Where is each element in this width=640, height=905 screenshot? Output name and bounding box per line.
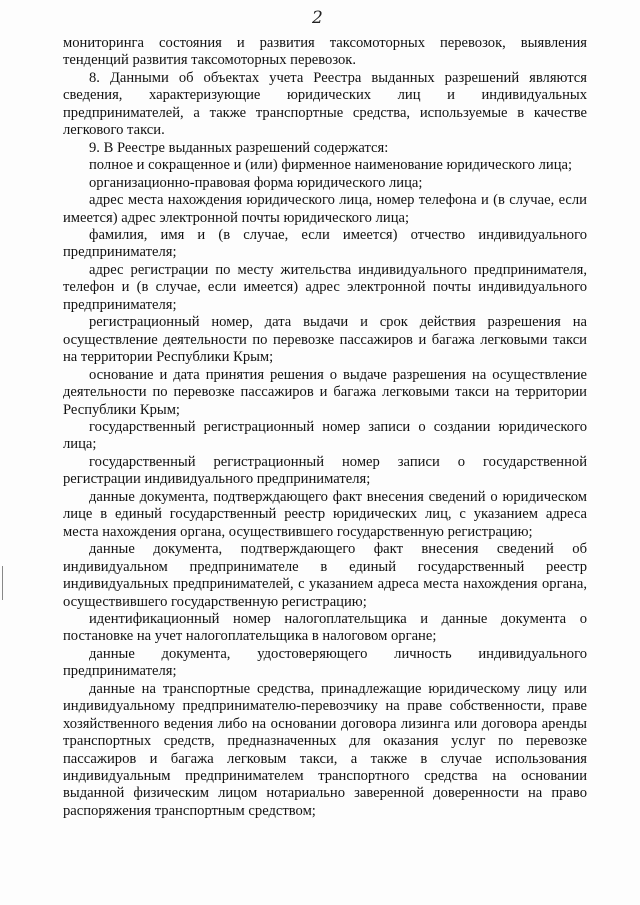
- list-item: данные документа, подтверждающего факт внесения сведений об индивидуальном предпринимателе в единый государственный реестр индивидуальных предпринимателей, с указанием адреса места нахождения органа, осуществившего государственную регистрацию;: [63, 541, 587, 610]
- list-item: адрес регистрации по месту жительства индивидуального предпринимателя, телефон и (в случае, если имеется) адрес электронной почты индивидуального предпринимателя;: [63, 261, 587, 313]
- list-item: данные на транспортные средства, принадлежащие юридическому лицу или индивидуальному предпринимателю-перевозчику на праве собственности, праве хозяйственного ведения либо на основании договора лизинга или договора аренды транспортных средств, предназначенных для оказания услуг по перевозке пассажиров и багажа легковым такси, а также в случае использования индивидуальным предпринимателем транспортного средства на основании выданной физическим лицом нотариально заверенной доверенности на право распоряжения транспортным средством;: [63, 680, 587, 819]
- list-item: регистрационный номер, дата выдачи и срок действия разрешения на осуществление деятельности по перевозке пассажиров и багажа легковыми такси на территории Республики Крым;: [63, 314, 587, 366]
- document-body: [63, 35, 587, 820]
- list-item: фамилия, имя и (в случае, если имеется) отчество индивидуального предпринимателя;: [63, 226, 587, 261]
- list-item: организационно-правовая форма юридического лица;: [89, 174, 423, 191]
- scan-edge-mark: [2, 566, 3, 600]
- list-item: идентификационный номер налогоплательщика и данные документа о постановке на учет налогоплательщика в налоговом органе;: [63, 610, 587, 645]
- page-number: 2: [312, 8, 323, 28]
- paragraph-item-9: 9. В Реестре выданных разрешений содержатся:: [89, 139, 389, 156]
- list-item: данные документа, подтверждающего факт внесения сведений о юридическом лице в единый государственный реестр юридических лиц, с указанием адреса места нахождения органа, осуществившего государственную регистрацию;: [63, 488, 587, 540]
- list-item: государственный регистрационный номер записи о государственной регистрации индивидуального предпринимателя;: [63, 453, 587, 488]
- paragraph-continuation: мониторинга состояния и развития таксомоторных перевозок, выявления тенденций развития таксомоторных перевозок.: [63, 35, 587, 69]
- list-item: адрес места нахождения юридического лица, номер телефона и (в случае, если имеется) адрес электронной почты юридического лица;: [63, 192, 587, 226]
- list-item: государственный регистрационный номер записи о создании юридического лица;: [63, 418, 587, 453]
- list-item: полное и сокращенное и (или) фирменное наименование юридического лица;: [89, 157, 573, 174]
- list-item: основание и дата принятия решения о выдаче разрешения на осуществление деятельности по перевозке пассажиров и багажа легковыми такси на территории Республики Крым;: [63, 366, 587, 418]
- paragraph-item-8: 8. Данными об объектах учета Реестра выданных разрешений являются сведения, характеризующие юридических лиц и индивидуальных предпринимателей, а также транспортные средства, используемые в качестве легкового такси.: [63, 69, 587, 139]
- list-item: данные документа, удостоверяющего личность индивидуального предпринимателя;: [63, 645, 587, 680]
